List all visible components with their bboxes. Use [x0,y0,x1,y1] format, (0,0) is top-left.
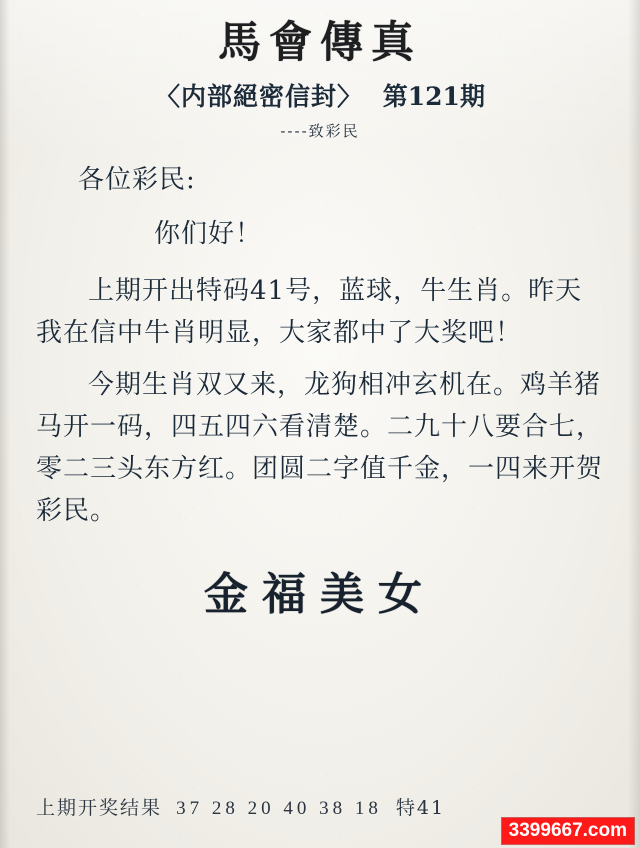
dedication-line: ----致彩民 [280,122,360,141]
page-title: 馬會傳真 [218,18,422,68]
salutation: 各位彩民: [78,165,196,196]
site-watermark: 3399667.com [502,818,634,844]
issue-number-label: 第121期 [382,82,485,112]
previous-draw-special-number: 特41 [395,797,446,819]
paragraph-previous-result: 上期开出特码41号，蓝球，牛生肖。昨天我在信中牛肖明显，大家都中了大奖吧！ [36,275,583,348]
greeting: 你们好！ [154,219,263,250]
previous-draw-label: 上期开奖结果 [36,797,163,819]
secret-envelope-label: 〈内部絕密信封〉 [155,82,364,112]
signature: 金福美女 [204,569,436,621]
previous-draw-numbers: 37 28 20 40 38 18 [176,798,382,819]
paragraph-forecast: 今期生肖双又来，龙狗相冲玄机在。鸡羊猪马开一码，四五四六看清楚。二九十八要合七，零二三头东方红。团圆二字值千金，一四来开贺彩民。 [36,369,604,527]
letter-body [36,159,604,532]
previous-draw-footer [36,793,620,820]
subtitle-line [0,77,640,113]
